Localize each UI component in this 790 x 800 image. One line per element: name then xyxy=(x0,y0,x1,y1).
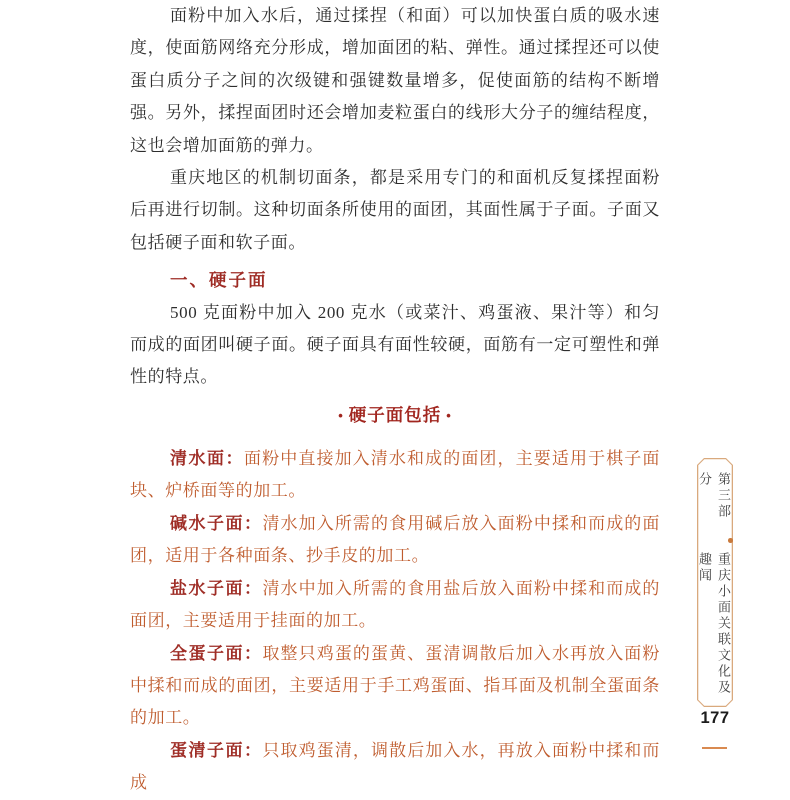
list-item-qingshuimian xyxy=(130,443,660,508)
page-number: 177 xyxy=(700,709,730,727)
paragraph-hard-dough-intro: 500 克面粉中加入 200 克水（或菜汁、鸡蛋液、果汁等）和匀而成的面团叫硬子面。硬子面具有面性较硬，面筋有一定可塑性和弹性的特点。 xyxy=(130,302,660,387)
page-number-rule xyxy=(702,747,727,749)
list-item-jianshuizimian xyxy=(130,508,660,573)
noodle-desc: 清水中加入所需的食用盐后放入面粉中揉和而成的面团，主要适用于挂面的加工。 xyxy=(130,578,661,631)
callout-text: 硬子面包括 xyxy=(348,404,442,425)
noodle-term: 蛋清子面： xyxy=(170,740,263,760)
paragraph-kneading: 面粉中加入水后，通过揉捏（和面）可以加快蛋白质的吸水速度，使面筋网络充分形成，增加面团的粘、弹性。通过揉捏还可以使蛋白质分子之间的次级键和强键数量增多，促使面筋的结构不断增强。另外，揉捏面团时还会增加麦粒蛋白的线形大分子的缠结程度，这也会增加面筋的弹力。 xyxy=(130,6,660,155)
separator-dot-icon xyxy=(728,538,733,542)
list-item-yanshuizimian xyxy=(130,573,660,638)
list-item-quandanzimian xyxy=(130,638,660,735)
noodle-term: 全蛋子面： xyxy=(170,643,263,663)
noodle-desc: 面粉中直接加入清水和成的面团，主要适用于棋子面块、炉桥面等的加工。 xyxy=(130,449,660,501)
noodle-desc: 清水加入所需的食用碱后放入面粉中揉和而成的面团，适用于各种面条、抄手皮的加工。 xyxy=(130,513,661,566)
chapter-part-label: 第三部分 xyxy=(697,472,731,520)
chapter-section-title: 重庆小面关联文化及趣闻 xyxy=(697,551,731,696)
list-item-danqingzimian xyxy=(130,735,660,800)
callout-bullet-right-icon: • xyxy=(446,407,452,423)
chapter-side-tab xyxy=(697,458,733,707)
noodle-term: 盐水子面： xyxy=(170,578,263,598)
chapter-tab-text xyxy=(697,458,733,707)
main-text-column xyxy=(130,0,660,800)
noodle-type-list xyxy=(130,443,660,799)
section-heading-hard-dough: 一、硬子面 xyxy=(170,270,268,291)
noodle-desc: 只取鸡蛋清，调散后加入水，再放入面粉中揉和而成 xyxy=(130,740,661,793)
noodle-desc: 取整只鸡蛋的蛋黄、蛋清调散后加入水再放入面粉中揉和而成的面团，主要适用于手工鸡蛋面、指耳面及机制全蛋面条的加工。 xyxy=(130,643,661,728)
callout-bullet-left-icon: • xyxy=(338,407,344,423)
callout-hard-dough-includes xyxy=(130,399,660,432)
noodle-term: 碱水子面： xyxy=(170,513,263,533)
noodle-term: 清水面： xyxy=(170,449,245,469)
paragraph-chongqing-noodles: 重庆地区的机制切面条，都是采用专门的和面机反复揉捏面粉后再进行切制。这种切面条所使用的面团，其面性属于子面。子面又包括硬子面和软子面。 xyxy=(130,168,660,252)
